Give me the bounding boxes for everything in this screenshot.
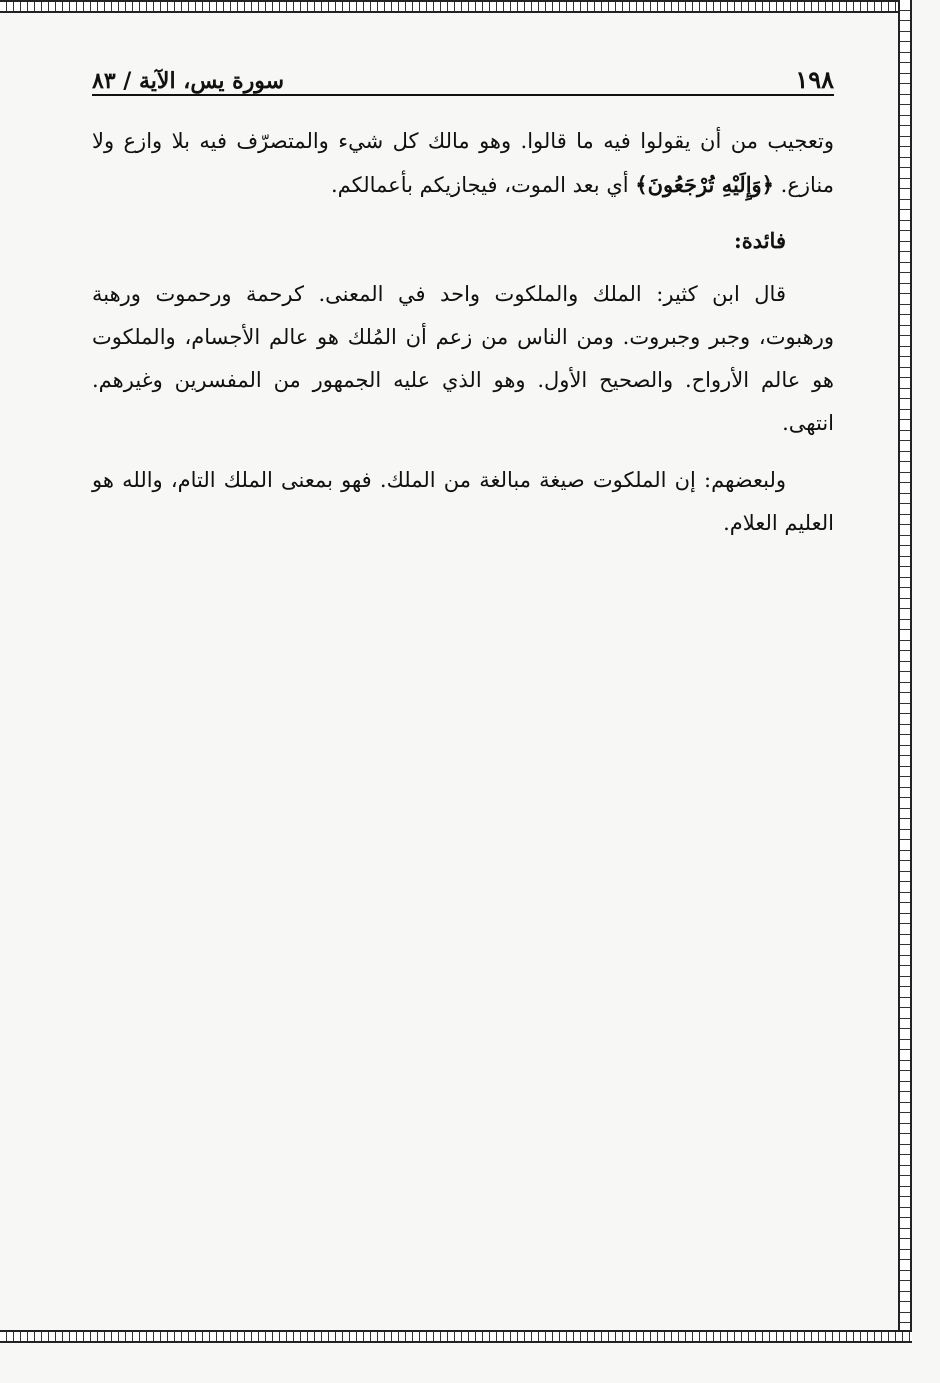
section-heading: فائدة: (733, 228, 786, 253)
page-content (92, 50, 834, 559)
decorative-border-bottom (0, 1330, 912, 1343)
paragraph-2: قال ابن كثير: الملك والملكوت واحد في المعنى. كرحمة ورحموت ورهبة ورهبوت، وجبر وجبروت. ومن الناس من زعم أن المُلك هو عالم الأجسام، والملكوت هو عالم الأرواح. والصحيح الأول. وهو الذي عليه الجمهور من المفسرين وغيرهم. انتهى. (92, 282, 834, 435)
decorative-border-right (898, 0, 912, 1343)
page-header (92, 50, 834, 96)
decorative-border-top (0, 0, 912, 13)
paragraph-3: ولبعضهم: إن الملكوت صيغة مبالغة من الملك. فهو بمعنى الملك التام، والله هو العليم العلام. (92, 468, 834, 535)
paragraph-1-text-b: أي بعد الموت، فيجازيكم بأعمالكم. (331, 173, 636, 197)
body-text (92, 120, 834, 545)
page-number: ١٩٨ (795, 65, 834, 94)
running-title: سورة يس، الآية / ٨٣ (92, 68, 285, 94)
paragraph-1-text-a: وتعجيب من أن يقولوا فيه ما قالوا. وهو مالك كل شيء والمتصرّف فيه بلا وازع ولا منازع. (92, 129, 834, 197)
paragraph-1 (92, 120, 834, 207)
quran-verse: ﴿وَإِلَيْهِ تُرْجَعُونَ﴾ (635, 172, 774, 197)
